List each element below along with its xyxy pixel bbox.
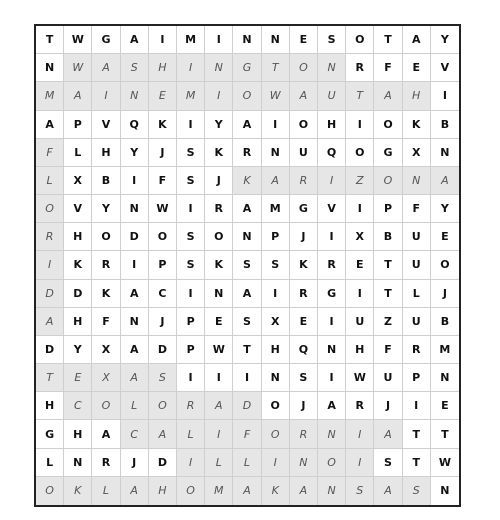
grid-cell[interactable]: M <box>431 336 459 364</box>
grid-cell[interactable]: H <box>318 111 346 139</box>
grid-cell[interactable]: W <box>149 195 177 223</box>
grid-cell[interactable]: J <box>431 280 459 308</box>
grid-cell[interactable]: A <box>374 477 402 505</box>
grid-cell[interactable]: M <box>205 477 233 505</box>
grid-cell[interactable]: A <box>121 364 149 392</box>
grid-cell[interactable]: K <box>403 111 431 139</box>
grid-cell[interactable]: N <box>318 477 346 505</box>
grid-cell[interactable]: N <box>262 139 290 167</box>
grid-cell[interactable]: O <box>233 82 261 110</box>
grid-cell[interactable]: Y <box>121 139 149 167</box>
grid-cell[interactable]: H <box>64 420 92 448</box>
grid-cell[interactable]: O <box>318 449 346 477</box>
grid-cell[interactable]: F <box>36 139 64 167</box>
grid-cell[interactable]: L <box>92 477 120 505</box>
grid-cell[interactable]: R <box>290 167 318 195</box>
grid-cell[interactable]: Q <box>318 139 346 167</box>
grid-cell[interactable]: S <box>374 449 402 477</box>
grid-cell[interactable]: E <box>205 308 233 336</box>
grid-cell[interactable]: T <box>403 420 431 448</box>
grid-cell[interactable]: B <box>431 308 459 336</box>
grid-cell[interactable]: X <box>262 308 290 336</box>
grid-cell[interactable]: A <box>92 54 120 82</box>
grid-cell[interactable]: L <box>36 167 64 195</box>
grid-cell[interactable]: W <box>346 364 374 392</box>
grid-cell[interactable]: X <box>92 336 120 364</box>
grid-cell[interactable]: I <box>403 392 431 420</box>
grid-cell[interactable]: G <box>92 26 120 54</box>
grid-cell[interactable]: A <box>121 477 149 505</box>
grid-cell[interactable]: N <box>318 54 346 82</box>
grid-cell[interactable]: H <box>149 54 177 82</box>
grid-cell[interactable]: W <box>64 54 92 82</box>
grid-cell[interactable]: O <box>205 223 233 251</box>
grid-cell[interactable]: H <box>262 336 290 364</box>
grid-cell[interactable]: R <box>403 336 431 364</box>
grid-cell[interactable]: A <box>92 420 120 448</box>
grid-cell[interactable]: Q <box>290 336 318 364</box>
grid-cell[interactable]: H <box>64 308 92 336</box>
grid-cell[interactable]: I <box>318 223 346 251</box>
grid-cell[interactable]: U <box>290 139 318 167</box>
grid-cell[interactable]: W <box>431 449 459 477</box>
grid-cell[interactable]: I <box>346 111 374 139</box>
grid-cell[interactable]: K <box>290 251 318 279</box>
grid-cell[interactable]: K <box>262 477 290 505</box>
grid-cell[interactable]: Y <box>205 111 233 139</box>
grid-cell[interactable]: W <box>205 336 233 364</box>
grid-cell[interactable]: A <box>233 111 261 139</box>
grid-cell[interactable]: I <box>92 82 120 110</box>
grid-cell[interactable]: N <box>205 280 233 308</box>
grid-cell[interactable]: K <box>233 167 261 195</box>
grid-cell[interactable]: I <box>177 280 205 308</box>
grid-cell[interactable]: H <box>149 477 177 505</box>
grid-cell[interactable]: E <box>431 223 459 251</box>
grid-cell[interactable]: S <box>177 139 205 167</box>
grid-cell[interactable]: O <box>431 251 459 279</box>
grid-cell[interactable]: T <box>431 420 459 448</box>
grid-cell[interactable]: M <box>262 195 290 223</box>
grid-cell[interactable]: I <box>431 82 459 110</box>
grid-cell[interactable]: Y <box>92 195 120 223</box>
grid-cell[interactable]: H <box>92 139 120 167</box>
grid-cell[interactable]: J <box>290 223 318 251</box>
grid-cell[interactable]: N <box>290 449 318 477</box>
grid-cell[interactable]: N <box>121 195 149 223</box>
grid-cell[interactable]: N <box>36 54 64 82</box>
grid-cell[interactable]: V <box>431 54 459 82</box>
grid-cell[interactable]: O <box>36 195 64 223</box>
grid-cell[interactable]: I <box>205 26 233 54</box>
grid-cell[interactable]: N <box>233 223 261 251</box>
grid-cell[interactable]: T <box>346 82 374 110</box>
grid-cell[interactable]: H <box>64 223 92 251</box>
grid-cell[interactable]: C <box>64 392 92 420</box>
grid-cell[interactable]: H <box>346 336 374 364</box>
grid-cell[interactable]: I <box>262 111 290 139</box>
grid-cell[interactable]: M <box>36 82 64 110</box>
grid-cell[interactable]: H <box>403 82 431 110</box>
grid-cell[interactable]: I <box>233 364 261 392</box>
grid-cell[interactable]: S <box>177 251 205 279</box>
grid-cell[interactable]: A <box>149 420 177 448</box>
grid-cell[interactable]: L <box>121 392 149 420</box>
grid-cell[interactable]: S <box>177 167 205 195</box>
grid-cell[interactable]: I <box>318 364 346 392</box>
grid-cell[interactable]: V <box>92 111 120 139</box>
grid-cell[interactable]: P <box>262 223 290 251</box>
grid-cell[interactable]: N <box>121 82 149 110</box>
grid-cell[interactable]: U <box>403 251 431 279</box>
grid-cell[interactable]: I <box>346 449 374 477</box>
grid-cell[interactable]: G <box>374 139 402 167</box>
grid-cell[interactable]: P <box>403 364 431 392</box>
grid-cell[interactable]: G <box>233 54 261 82</box>
grid-cell[interactable]: S <box>233 251 261 279</box>
grid-cell[interactable]: E <box>290 26 318 54</box>
grid-cell[interactable]: I <box>121 251 149 279</box>
grid-cell[interactable]: A <box>374 82 402 110</box>
grid-cell[interactable]: R <box>346 54 374 82</box>
grid-cell[interactable]: F <box>149 167 177 195</box>
grid-cell[interactable]: A <box>64 82 92 110</box>
grid-cell[interactable]: K <box>64 251 92 279</box>
grid-cell[interactable]: E <box>346 251 374 279</box>
grid-cell[interactable]: I <box>346 195 374 223</box>
grid-cell[interactable]: F <box>92 308 120 336</box>
grid-cell[interactable]: N <box>121 308 149 336</box>
grid-cell[interactable]: W <box>64 26 92 54</box>
grid-cell[interactable]: O <box>290 54 318 82</box>
grid-cell[interactable]: O <box>262 392 290 420</box>
grid-cell[interactable]: I <box>262 449 290 477</box>
grid-cell[interactable]: T <box>374 280 402 308</box>
grid-cell[interactable]: H <box>36 392 64 420</box>
grid-cell[interactable]: T <box>374 251 402 279</box>
grid-cell[interactable]: F <box>233 420 261 448</box>
grid-cell[interactable]: A <box>262 167 290 195</box>
grid-cell[interactable]: O <box>374 111 402 139</box>
grid-cell[interactable]: D <box>149 449 177 477</box>
grid-cell[interactable]: A <box>121 280 149 308</box>
grid-cell[interactable]: I <box>121 167 149 195</box>
grid-cell[interactable]: N <box>318 420 346 448</box>
grid-cell[interactable]: P <box>149 251 177 279</box>
grid-cell[interactable]: M <box>177 26 205 54</box>
grid-cell[interactable]: N <box>64 449 92 477</box>
grid-cell[interactable]: D <box>233 392 261 420</box>
grid-cell[interactable]: I <box>177 111 205 139</box>
grid-cell[interactable]: Z <box>346 167 374 195</box>
grid-cell[interactable]: I <box>205 420 233 448</box>
word-search-grid <box>34 24 461 507</box>
grid-cell[interactable]: C <box>149 280 177 308</box>
grid-cell[interactable]: Y <box>431 26 459 54</box>
grid-cell[interactable]: K <box>149 111 177 139</box>
grid-cell[interactable]: K <box>205 139 233 167</box>
grid-cell[interactable]: X <box>64 167 92 195</box>
grid-cell[interactable]: B <box>92 167 120 195</box>
grid-cell[interactable]: I <box>177 54 205 82</box>
grid-cell[interactable]: L <box>403 280 431 308</box>
grid-cell[interactable]: I <box>346 420 374 448</box>
grid-cell[interactable]: Y <box>64 336 92 364</box>
grid-cell[interactable]: A <box>36 308 64 336</box>
grid-cell[interactable]: T <box>36 364 64 392</box>
grid-cell[interactable]: O <box>346 139 374 167</box>
grid-cell[interactable]: G <box>318 280 346 308</box>
grid-cell[interactable]: R <box>177 392 205 420</box>
grid-cell[interactable]: Q <box>121 111 149 139</box>
grid-cell[interactable]: I <box>149 26 177 54</box>
grid-cell[interactable]: K <box>205 251 233 279</box>
grid-cell[interactable]: E <box>64 364 92 392</box>
grid-cell[interactable]: A <box>403 26 431 54</box>
grid-cell[interactable]: A <box>36 111 64 139</box>
grid-cell[interactable]: N <box>233 26 261 54</box>
grid-cell[interactable]: P <box>374 195 402 223</box>
grid-cell[interactable]: U <box>403 223 431 251</box>
grid-cell[interactable]: S <box>149 364 177 392</box>
grid-cell[interactable]: A <box>431 167 459 195</box>
grid-cell[interactable]: A <box>233 195 261 223</box>
grid-cell[interactable]: S <box>403 477 431 505</box>
grid-cell[interactable]: O <box>290 111 318 139</box>
grid-cell[interactable]: O <box>36 477 64 505</box>
grid-cell[interactable]: N <box>318 336 346 364</box>
grid-cell[interactable]: N <box>262 364 290 392</box>
grid-cell[interactable]: N <box>431 139 459 167</box>
grid-cell[interactable]: I <box>205 364 233 392</box>
grid-cell[interactable]: A <box>121 336 149 364</box>
grid-cell[interactable]: S <box>121 54 149 82</box>
grid-cell[interactable]: R <box>346 392 374 420</box>
grid-cell[interactable]: T <box>403 449 431 477</box>
grid-cell[interactable]: C <box>121 420 149 448</box>
grid-cell[interactable]: R <box>290 280 318 308</box>
grid-cell[interactable]: D <box>64 280 92 308</box>
grid-cell[interactable]: E <box>149 82 177 110</box>
grid-cell[interactable]: S <box>177 223 205 251</box>
grid-cell[interactable]: I <box>177 364 205 392</box>
grid-cell[interactable]: S <box>318 26 346 54</box>
grid-cell[interactable]: J <box>290 392 318 420</box>
grid-cell[interactable]: P <box>64 111 92 139</box>
grid-cell[interactable]: U <box>403 308 431 336</box>
grid-cell[interactable]: T <box>374 26 402 54</box>
grid-cell[interactable]: A <box>290 82 318 110</box>
grid-cell[interactable]: I <box>177 195 205 223</box>
grid-cell[interactable]: S <box>290 364 318 392</box>
grid-cell[interactable]: A <box>121 26 149 54</box>
grid-cell[interactable]: B <box>374 223 402 251</box>
grid-cell[interactable]: L <box>177 420 205 448</box>
grid-cell[interactable]: G <box>290 195 318 223</box>
grid-cell[interactable]: E <box>431 392 459 420</box>
grid-cell[interactable]: I <box>346 280 374 308</box>
grid-cell[interactable]: V <box>318 195 346 223</box>
grid-cell[interactable]: L <box>205 449 233 477</box>
grid-cell[interactable]: J <box>374 392 402 420</box>
grid-cell[interactable]: S <box>262 251 290 279</box>
grid-cell[interactable]: Y <box>431 195 459 223</box>
grid-cell[interactable]: U <box>374 364 402 392</box>
grid-cell[interactable]: O <box>92 223 120 251</box>
grid-cell[interactable]: F <box>374 54 402 82</box>
grid-cell[interactable]: J <box>149 308 177 336</box>
grid-cell[interactable]: G <box>36 420 64 448</box>
grid-cell[interactable]: N <box>431 364 459 392</box>
grid-cell[interactable]: E <box>290 308 318 336</box>
grid-cell[interactable]: A <box>318 392 346 420</box>
grid-cell[interactable]: S <box>346 477 374 505</box>
grid-cell[interactable]: I <box>318 308 346 336</box>
grid-cell[interactable]: R <box>233 139 261 167</box>
grid-cell[interactable]: R <box>92 449 120 477</box>
grid-cell[interactable]: I <box>262 280 290 308</box>
grid-cell[interactable]: A <box>290 477 318 505</box>
grid-cell[interactable]: T <box>262 54 290 82</box>
grid-cell[interactable]: T <box>36 26 64 54</box>
grid-cell[interactable]: B <box>431 111 459 139</box>
grid-cell[interactable]: I <box>205 82 233 110</box>
grid-cell[interactable]: F <box>403 195 431 223</box>
grid-cell[interactable]: A <box>233 477 261 505</box>
grid-cell[interactable]: A <box>205 392 233 420</box>
grid-cell[interactable]: A <box>374 420 402 448</box>
grid-cell[interactable]: J <box>205 167 233 195</box>
grid-cell[interactable]: T <box>233 336 261 364</box>
grid-cell[interactable]: K <box>64 477 92 505</box>
grid-cell[interactable]: D <box>36 336 64 364</box>
grid-cell[interactable]: S <box>233 308 261 336</box>
grid-cell[interactable]: D <box>36 280 64 308</box>
grid-cell[interactable]: R <box>36 223 64 251</box>
grid-cell[interactable]: U <box>346 308 374 336</box>
grid-cell[interactable]: O <box>92 392 120 420</box>
grid-cell[interactable]: R <box>92 251 120 279</box>
grid-cell[interactable]: M <box>177 82 205 110</box>
grid-cell[interactable]: W <box>262 82 290 110</box>
grid-cell[interactable]: O <box>149 392 177 420</box>
grid-cell[interactable]: I <box>318 167 346 195</box>
grid-cell[interactable]: L <box>64 139 92 167</box>
grid-cell[interactable]: I <box>36 251 64 279</box>
grid-cell[interactable]: U <box>318 82 346 110</box>
grid-cell[interactable]: D <box>121 223 149 251</box>
grid-cell[interactable]: P <box>177 336 205 364</box>
grid-cell[interactable]: O <box>262 420 290 448</box>
grid-cell[interactable]: K <box>92 280 120 308</box>
grid-cell[interactable]: N <box>403 167 431 195</box>
grid-cell[interactable]: X <box>346 223 374 251</box>
grid-cell[interactable]: N <box>440 484 450 498</box>
grid-cell[interactable]: R <box>290 420 318 448</box>
grid-cell[interactable]: R <box>205 195 233 223</box>
grid-cell[interactable]: N <box>262 26 290 54</box>
grid-cell[interactable]: V <box>64 195 92 223</box>
grid-cell[interactable]: O <box>149 223 177 251</box>
grid-cell[interactable]: O <box>346 26 374 54</box>
grid-cell[interactable]: J <box>121 449 149 477</box>
grid-cell[interactable]: N <box>205 54 233 82</box>
grid-cell[interactable]: L <box>36 449 64 477</box>
grid-cell[interactable]: F <box>374 336 402 364</box>
grid-cell[interactable]: P <box>177 308 205 336</box>
grid-cell[interactable]: L <box>233 449 261 477</box>
grid-cell[interactable]: A <box>233 280 261 308</box>
grid-cell[interactable]: O <box>374 167 402 195</box>
grid-cell[interactable]: X <box>403 139 431 167</box>
grid-cell[interactable]: Z <box>374 308 402 336</box>
grid-cell[interactable]: O <box>177 477 205 505</box>
grid-cell[interactable]: E <box>403 54 431 82</box>
grid-cell[interactable]: D <box>149 336 177 364</box>
grid-cell[interactable]: R <box>318 251 346 279</box>
grid-cell[interactable]: X <box>92 364 120 392</box>
grid-cell[interactable]: J <box>149 139 177 167</box>
grid-cell[interactable]: I <box>177 449 205 477</box>
